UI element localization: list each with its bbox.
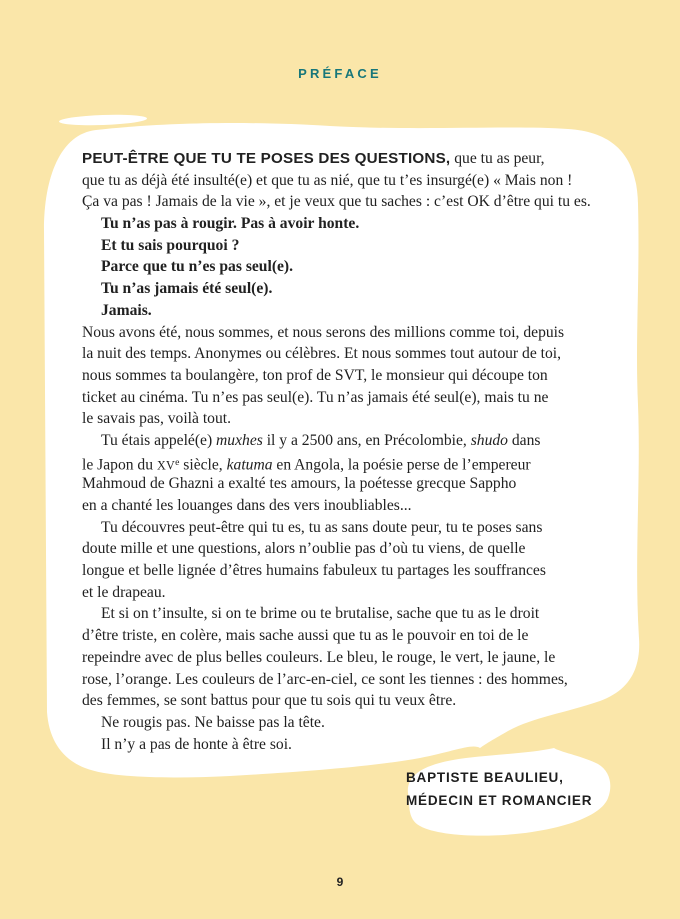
text-line: Nous avons été, nous sommes, et nous serons des millions comme toi, depuis xyxy=(82,323,565,341)
text-line: longue et belle lignée d’êtres humains fabuleux tu partages les souffrances xyxy=(82,562,546,580)
author-title: MÉDECIN ET ROMANCIER xyxy=(406,793,593,808)
brush-streak xyxy=(59,113,147,126)
text-line: rose, l’orange. Les couleurs de l’arc-en-ciel, ce sont les tiennes : des hommes, xyxy=(82,670,568,688)
text-line: d’être triste, en colère, mais sache aussi que tu as le pouvoir en toi de le xyxy=(82,627,529,645)
paragraph xyxy=(82,235,616,257)
text-line: Tu n’as pas à rougir. Pas à avoir honte. xyxy=(101,215,360,233)
paragraph xyxy=(82,322,616,430)
text-line: la nuit des temps. Anonymes ou célèbres. Et nous sommes tout autour de toi, xyxy=(82,345,562,363)
paragraph xyxy=(82,430,616,517)
text-line: Ça va pas ! Jamais de la vie », et je veux que tu saches : c’est OK d’être qui tu es. xyxy=(82,193,591,211)
text-line: le savais pas, voilà tout. xyxy=(82,410,231,428)
text-line: le Japon du XVe siècle, katuma en Angola, la poésie perse de l’empereur xyxy=(82,455,531,473)
text-line: repeindre avec de plus belles couleurs. Le bleu, le rouge, le vert, le jaune, le xyxy=(82,648,556,666)
text-line: Mahmoud de Ghazni a exalté tes amours, la poétesse grecque Sappho xyxy=(82,475,517,493)
text-line: et le drapeau. xyxy=(82,583,166,601)
author-name: BAPTISTE BEAULIEU, xyxy=(406,770,564,785)
text-line: PEUT-ÊTRE QUE TU TE POSES DES QUESTIONS, que tu as peur, xyxy=(82,150,545,167)
paragraph xyxy=(82,603,616,711)
text-line: doute mille et une questions, alors n’oublie pas d’où tu viens, de quelle xyxy=(82,540,526,558)
paragraph xyxy=(82,148,616,213)
paragraph xyxy=(82,734,616,756)
text-line: en a chanté les louanges dans des vers inoubliables... xyxy=(82,497,412,514)
text-line: Et tu sais pourquoi ? xyxy=(101,236,240,254)
paragraph xyxy=(82,300,616,322)
text-line: ticket au cinéma. Tu n’es pas seul(e). Tu n’as jamais été seul(e), mais tu ne xyxy=(82,388,549,406)
text-line: Tu découvres peut-être qui tu es, tu as sans doute peur, tu te poses sans xyxy=(101,518,543,536)
text-line: Et si on t’insulte, si on te brime ou te brutalise, sache que tu as le droit xyxy=(101,605,540,623)
text-line: Tu étais appelé(e) muxhes il y a 2500 ans, en Précolombie, shudo dans xyxy=(101,431,541,449)
text-line: Jamais. xyxy=(101,301,152,319)
paragraph xyxy=(82,213,616,235)
paragraph xyxy=(82,712,616,734)
paragraph xyxy=(82,517,616,604)
text-line: nous sommes ta boulangère, ton prof de SVT, le monsieur qui découpe ton xyxy=(82,366,548,384)
body-text xyxy=(82,148,616,755)
text-line: Parce que tu n’es pas seul(e). xyxy=(101,258,294,276)
text-line: que tu as déjà été insulté(e) et que tu as nié, que tu t’es insurgé(e) « Mais non ! xyxy=(82,171,573,189)
text-line: Ne rougis pas. Ne baisse pas la tête. xyxy=(101,713,325,731)
paragraph xyxy=(82,256,616,278)
page-number: 9 xyxy=(336,875,344,889)
preface-heading: PRÉFACE xyxy=(298,66,382,81)
author-signature xyxy=(406,766,592,812)
text-line: Il n’y a pas de honte à être soi. xyxy=(101,735,292,753)
text-line: des femmes, se sont battus pour que tu sois qui tu veux être. xyxy=(82,692,457,710)
paragraph xyxy=(82,278,616,300)
text-line: Tu n’as jamais été seul(e). xyxy=(101,280,273,298)
